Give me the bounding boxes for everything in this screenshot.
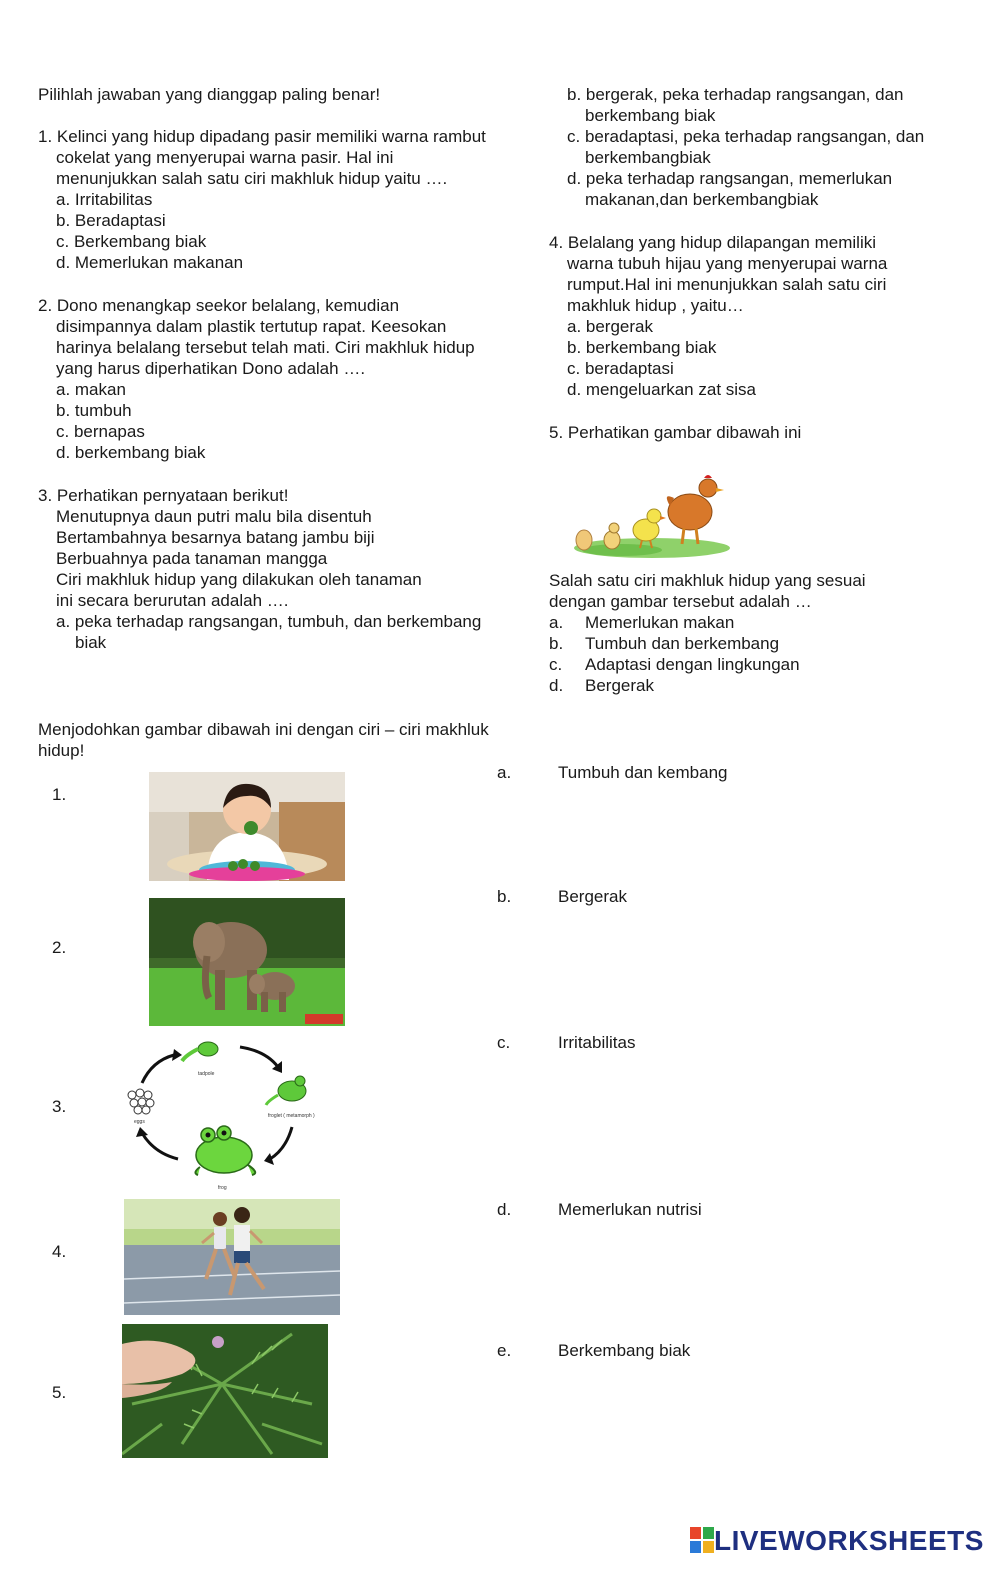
match-answer-letter-b: b. (497, 887, 512, 906)
liveworksheets-logo[interactable] (690, 1524, 984, 1556)
q5-option-a (549, 612, 866, 633)
q3-line: Menutupnya daun putri malu bila disentuh (56, 507, 372, 526)
q1-option-b: b. Beradaptasi (56, 211, 166, 230)
children-running-photo (124, 1199, 340, 1315)
q3-option-a: a. peka terhadap rangsangan, tumbuh, dan berkembang (56, 612, 482, 631)
option-text: Tumbuh dan berkembang (585, 634, 780, 653)
matching-title-line: hidup! (38, 741, 85, 760)
q3-option-b-cont: berkembang biak (585, 106, 716, 125)
match-number-2: 2. (52, 938, 67, 957)
q4-line: rumput.Hal ini menunjukkan salah satu ciri (567, 275, 887, 294)
match-answer-c[interactable]: Irritabilitas (558, 1033, 636, 1052)
q3-line: ini secara berurutan adalah …. (56, 591, 289, 610)
match-answer-b[interactable]: Bergerak (558, 887, 627, 906)
q3-line: Ciri makhluk hidup yang dilakukan oleh tanaman (56, 570, 422, 589)
matching-title-line: Menjodohkan gambar dibawah ini dengan ciri – ciri makhluk (38, 720, 489, 739)
q5-option-c (549, 654, 866, 675)
q4-option-d: d. mengeluarkan zat sisa (567, 380, 756, 399)
q3-option-d: d. peka terhadap rangsangan, memerlukan (567, 169, 893, 188)
q3-line: Berbuahnya pada tanaman mangga (56, 549, 328, 568)
mimosa-plant-photo (122, 1324, 328, 1458)
q4-option-a: a. bergerak (567, 317, 653, 336)
q1-line: cokelat yang menyerupai warna pasir. Hal ini (56, 148, 394, 167)
frog-life-cycle-diagram (120, 1035, 320, 1195)
q1-option-c: c. Berkembang biak (56, 232, 207, 251)
q2-option-c: c. bernapas (56, 422, 145, 441)
q4-line: 4. Belalang yang hidup dilapangan memiliki (549, 233, 876, 252)
q4-option-b: b. berkembang biak (567, 338, 717, 357)
q3-options-continued (567, 84, 924, 210)
match-answer-a[interactable]: Tumbuh dan kembang (558, 763, 728, 782)
q4-line: warna tubuh hijau yang menyerupai warna (567, 254, 888, 273)
option-text: Adaptasi dengan lingkungan (585, 655, 800, 674)
match-answer-letter-a: a. (497, 763, 512, 782)
match-answer-d[interactable]: Memerlukan nutrisi (558, 1200, 702, 1219)
option-letter: d. (549, 676, 564, 695)
q1-option-a: a. Irritabilitas (56, 190, 153, 209)
q5-option-b (549, 633, 866, 654)
match-number-5: 5. (52, 1383, 67, 1402)
match-number-4: 4. (52, 1242, 67, 1261)
option-text: Bergerak (585, 676, 654, 695)
frog-label-froglet: froglet ( metamorph ) (268, 1113, 315, 1119)
frog-label-eggs: eggs (134, 1119, 145, 1125)
q5-question-text (549, 570, 866, 696)
matching-title (38, 719, 489, 761)
q3-line: Bertambahnya besarnya batang jambu biji (56, 528, 375, 547)
q1-line: menunjukkan salah satu ciri makhluk hidup yaitu …. (56, 169, 448, 188)
q1-line: 1. Kelinci yang hidup dipadang pasir memiliki warna rambut (38, 127, 486, 146)
q2-line: yang harus diperhatikan Dono adalah …. (56, 359, 366, 378)
q3-line: 3. Perhatikan pernyataan berikut! (38, 486, 289, 505)
q3-option-d-cont: makanan,dan berkembangbiak (585, 190, 819, 209)
option-letter: a. (549, 613, 564, 632)
chicken-growth-illustration (562, 470, 732, 562)
question-3 (38, 485, 481, 653)
question-2 (38, 295, 475, 463)
q4-option-c: c. beradaptasi (567, 359, 674, 378)
match-answer-e[interactable]: Berkembang biak (558, 1341, 691, 1360)
q5-option-d (549, 675, 866, 696)
option-letter: b. (549, 634, 564, 653)
q3-option-c: c. beradaptasi, peka terhadap rangsangan, dan (567, 127, 925, 146)
match-answer-letter-c: c. (497, 1033, 511, 1052)
q2-line: disimpannya dalam plastik tertutup rapat. Keesokan (56, 317, 447, 336)
q3-option-a-cont: biak (75, 633, 107, 652)
q5-line: Salah satu ciri makhluk hidup yang sesuai (549, 571, 866, 590)
q2-option-a: a. makan (56, 380, 126, 399)
liveworksheets-logo-icon (690, 1527, 714, 1553)
q2-line: harinya belalang tersebut telah mati. Ciri makhluk hidup (56, 338, 475, 357)
baby-eating-photo (149, 772, 345, 881)
q2-option-d: d. berkembang biak (56, 443, 206, 462)
match-answer-letter-d: d. (497, 1200, 512, 1219)
q3-option-c-cont: berkembangbiak (585, 148, 711, 167)
option-letter: c. (549, 655, 563, 674)
elephants-photo (149, 898, 345, 1026)
match-number-3: 3. (52, 1097, 67, 1116)
q2-line: 2. Dono menangkap seekor belalang, kemudian (38, 296, 400, 315)
q1-option-d: d. Memerlukan makanan (56, 253, 244, 272)
frog-label-tadpole: tadpole (198, 1071, 215, 1077)
liveworksheets-logo-text: LIVEWORKSHEETS (714, 1524, 984, 1556)
option-text: Memerlukan makan (585, 613, 735, 632)
q4-line: makhluk hidup , yaitu… (567, 296, 744, 315)
q5-line: dengan gambar tersebut adalah … (549, 592, 812, 611)
question-4 (549, 232, 887, 400)
match-number-1: 1. (52, 785, 67, 804)
q3-option-b: b. bergerak, peka terhadap rangsangan, dan (567, 85, 904, 104)
question-1 (38, 126, 486, 273)
instruction: Pilihlah jawaban yang dianggap paling benar! (38, 85, 381, 104)
q5-line: 5. Perhatikan gambar dibawah ini (549, 423, 802, 442)
match-answer-letter-e: e. (497, 1341, 512, 1360)
frog-label-frog: frog (218, 1185, 227, 1191)
q2-option-b: b. tumbuh (56, 401, 132, 420)
